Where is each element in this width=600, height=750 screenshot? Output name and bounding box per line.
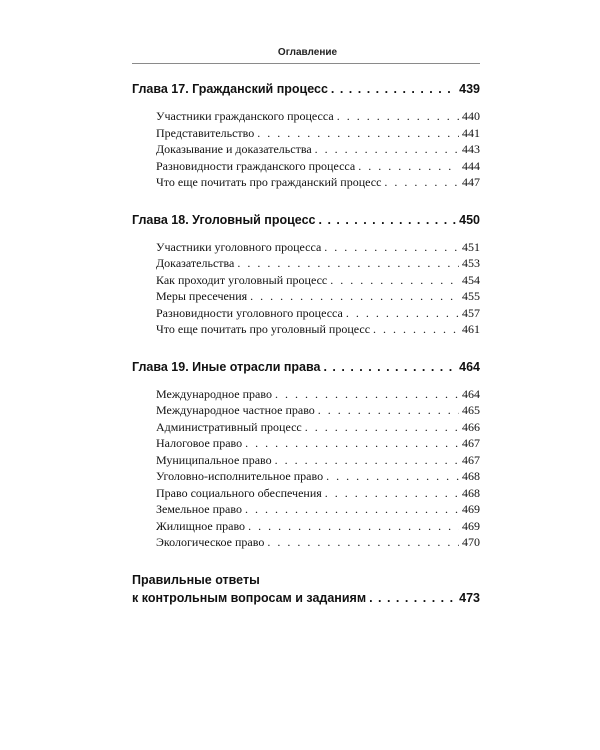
dot-leader [326,468,459,485]
section-title: Налоговое право [156,436,243,450]
dot-leader [324,239,459,256]
section-page: 470 [462,535,480,549]
section-title: Международное частное право [156,403,315,417]
section-page: 440 [462,109,480,123]
section-page: 466 [462,419,480,434]
dot-leader [305,419,459,436]
section-page: 465 [462,403,480,417]
section-page: 447 [462,175,480,189]
toc-section-row[interactable] [156,419,480,436]
header-rule [132,63,480,64]
toc-section-row[interactable] [156,174,480,191]
section-page: 441 [462,125,480,140]
toc-section-row[interactable] [156,518,480,535]
answers-title-line2: к контрольным вопросам и заданиям [132,590,367,605]
toc-section-row[interactable] [156,501,480,518]
section-title: Меры пресечения [156,289,248,303]
section-title: Муниципальное право [156,452,272,467]
section-page: 469 [462,502,480,516]
dot-leader [369,589,456,607]
dot-leader [346,305,459,322]
section-title: Уголовно-исполнительное право [156,469,324,483]
toc-section-row[interactable] [156,468,480,485]
section-title: Разновидности гражданского процесса [156,158,356,173]
dot-leader [330,272,459,289]
chapter-17 [132,80,480,191]
dot-leader [250,288,459,305]
section-title: Представительство [156,125,255,140]
toc-section-row[interactable] [156,158,480,175]
section-title: Экологическое право [156,535,265,549]
toc-section-row[interactable] [156,272,480,289]
section-title: Участники гражданского процесса [156,109,334,123]
section-list [132,108,480,191]
section-title: Жилищное право [156,518,246,533]
section-title: Как проходит уголовный процесс [156,272,328,287]
toc-section-row[interactable] [156,386,480,403]
section-page: 443 [462,142,480,156]
chapter-title: Глава 18. Уголовный процесс [132,212,316,227]
table-of-contents [132,80,480,607]
section-title: Доказывание и доказательства [156,142,312,156]
dot-leader [323,358,456,376]
toc-section-row[interactable] [156,402,480,419]
section-page: 457 [462,305,480,320]
section-page: 454 [462,272,480,287]
section-title: Разновидности уголовного процесса [156,305,343,320]
section-page: 461 [462,322,480,336]
dot-leader [358,158,459,175]
section-title: Участники уголовного процесса [156,239,322,254]
section-page: 464 [462,386,480,401]
answers-title-line1[interactable]: Правильные ответы [132,572,260,587]
dot-leader [315,141,459,158]
section-page: 467 [462,452,480,467]
toc-section-row[interactable] [156,305,480,322]
dot-leader [373,321,459,338]
section-page: 451 [462,239,480,254]
dot-leader [275,386,459,403]
dot-leader [245,435,459,452]
toc-chapter-row[interactable] [132,211,480,229]
dot-leader [275,452,459,469]
answers-page: 473 [459,590,480,605]
dot-leader [331,80,456,98]
section-page: 468 [462,485,480,500]
section-list [132,239,480,338]
chapter-title: Глава 17. Гражданский процесс [132,82,328,96]
toc-chapter-row[interactable] [132,80,480,98]
section-page: 453 [462,256,480,270]
section-title: Международное право [156,386,272,401]
dot-leader [257,125,459,142]
section-page: 444 [462,158,480,173]
toc-section-row[interactable] [156,452,480,469]
section-list [132,386,480,551]
section-title: Земельное право [156,502,242,516]
toc-section-row[interactable] [156,435,480,452]
dot-leader [248,518,459,535]
section-title: Административный процесс [156,419,302,434]
section-page: 455 [462,289,480,303]
chapter-title: Глава 19. Иные отрасли права [132,359,321,374]
section-page: 469 [462,518,480,533]
chapter-18 [132,211,480,338]
toc-section-row[interactable] [156,108,480,125]
toc-section-row[interactable] [156,239,480,256]
dot-leader [337,108,459,125]
dot-leader [267,534,459,551]
toc-section-row[interactable] [156,485,480,502]
section-page: 467 [462,436,480,450]
dot-leader [384,174,459,191]
toc-section-row[interactable] [156,321,480,338]
section-title: Доказательства [156,256,235,270]
dot-leader [318,402,459,419]
toc-section-row[interactable] [156,534,480,551]
dot-leader [245,501,459,518]
chapter-page: 464 [459,359,480,374]
toc-section-row[interactable] [156,288,480,305]
toc-chapter-row[interactable] [132,358,480,376]
section-title: Право социального обеспечения [156,485,322,500]
section-title: Что еще почитать про уголовный процесс [156,322,371,336]
dot-leader [237,255,459,272]
chapter-page: 439 [459,82,480,96]
chapter-19 [132,358,480,551]
toc-section-row[interactable] [156,141,480,158]
answers-entry [132,571,480,607]
dot-leader [325,485,459,502]
chapter-page: 450 [459,212,480,227]
running-head: Оглавление [277,47,338,58]
toc-section-row[interactable] [156,255,480,272]
toc-chapter-row[interactable] [132,589,480,607]
dot-leader [319,211,457,229]
section-title: Что еще почитать про гражданский процесс [156,175,382,189]
toc-section-row[interactable] [156,125,480,142]
section-page: 468 [462,469,480,483]
